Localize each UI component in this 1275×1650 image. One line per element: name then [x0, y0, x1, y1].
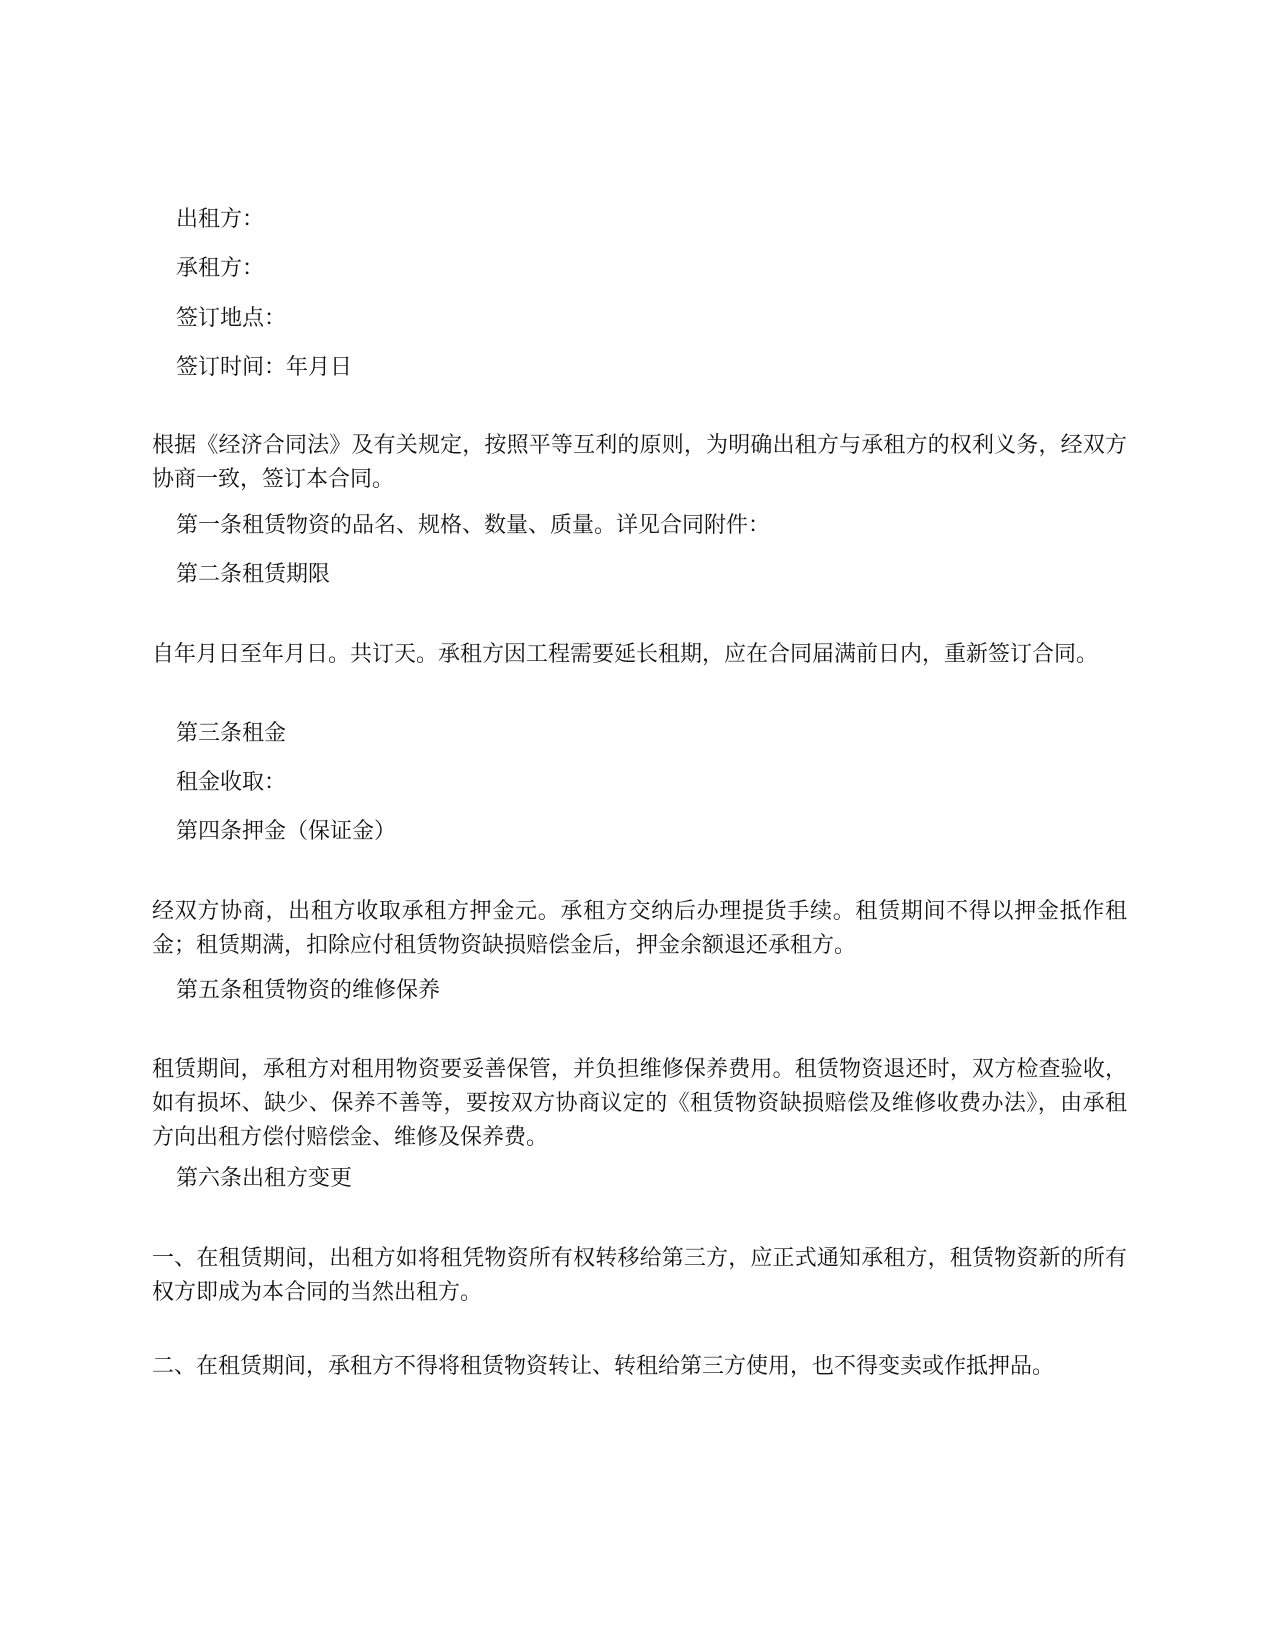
article-6-heading: 第六条出租方变更 [176, 1166, 353, 1191]
article-5-heading: 第五条租赁物资的维修保养 [176, 978, 441, 1003]
article-3-heading: 第三条租金 [176, 721, 287, 746]
signing-place-line: 签订地点： [176, 306, 287, 331]
lessee-line: 承租方： [176, 256, 265, 281]
article-4-heading: 第四条押金（保证金） [176, 819, 397, 844]
article-6-clause-1: 一、在租赁期间，出租方如将租凭物资所有权转移给第三方，应正式通知承租方，租赁物资新的所有权方即成为本合同的当然出租方。 [152, 1246, 1127, 1305]
rent-collection-line: 租金收取： [176, 770, 287, 795]
lessor-line: 出租方： [176, 207, 265, 232]
article-4-body: 经双方协商，出租方收取承租方押金元。承租方交纳后办理提货手续。租赁期间不得以押金抵作租金；租赁期满，扣除应付租赁物资缺损赔偿金后，押金余额退还承租方。 [152, 899, 1127, 958]
article-1-heading: 第一条租赁物资的品名、规格、数量、质量。详见合同附件： [176, 513, 771, 538]
signing-time-line: 签订时间：年月日 [176, 355, 353, 380]
article-5-body: 租赁期间，承租方对租用物资要妥善保管，并负担维修保养费用。租赁物资退还时，双方检查验收，如有损坏、缺少、保养不善等，要按双方协商议定的《租赁物资缺损赔偿及维修收费办法》，由承租方向出租方偿付赔偿金、维修及保养费。 [152, 1057, 1127, 1150]
article-6-clause-2: 二、在租赁期间，承租方不得将租赁物资转让、转租给第三方使用，也不得变卖或作抵押品。 [152, 1354, 1055, 1379]
preamble-paragraph: 根据《经济合同法》及有关规定，按照平等互利的原则，为明确出租方与承租方的权利义务，经双方协商一致，签订本合同。 [152, 433, 1127, 492]
article-2-body: 自年月日至年月日。共订天。承租方因工程需要延长租期，应在合同届满前日内，重新签订合同。 [152, 642, 1099, 667]
article-2-heading: 第二条租赁期限 [176, 562, 331, 587]
